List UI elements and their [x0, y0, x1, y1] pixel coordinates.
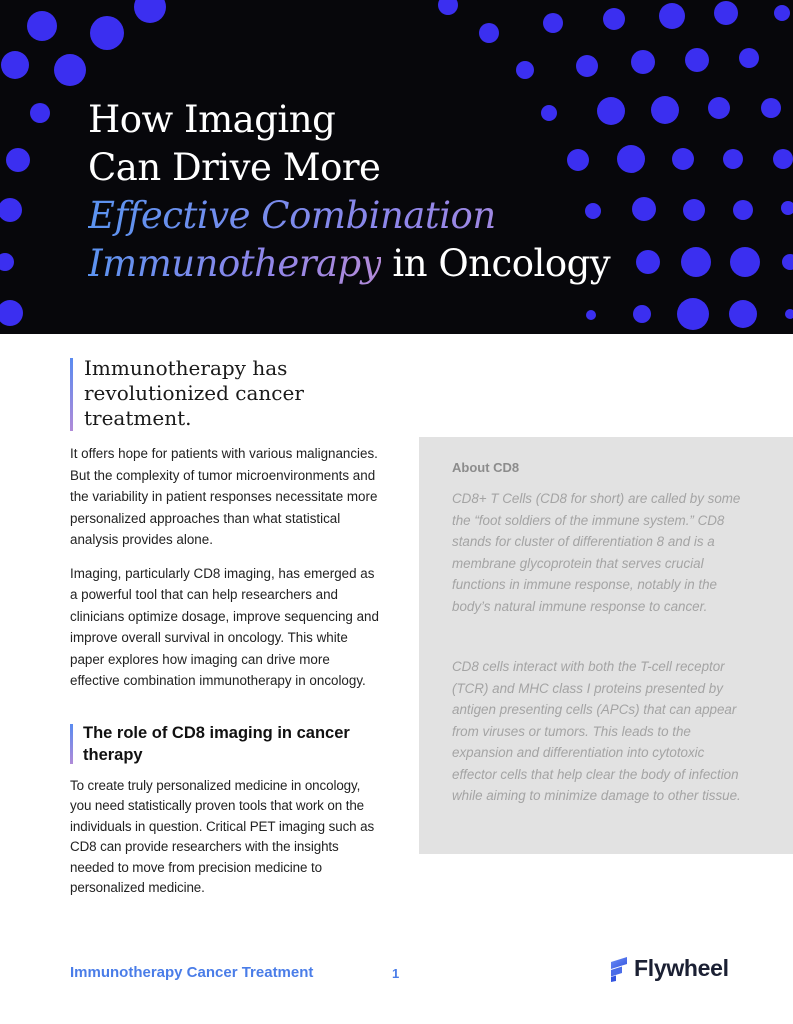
decorative-dot	[729, 300, 757, 328]
decorative-dot	[659, 3, 685, 29]
decorative-dot	[54, 54, 86, 86]
decorative-dot	[739, 48, 759, 68]
section-heading: The role of CD8 imaging in cancer therapy	[70, 722, 380, 766]
decorative-dot	[632, 197, 656, 221]
decorative-dot	[90, 16, 124, 50]
sidebar-paragraph: CD8 cells interact with both the T-cell receptor (TCR) and MHC class I proteins presented by antigen presenting cells (APCs) that can appear from viruses or tumors. This leads to the expansion and differentiation into cytotoxic effector cells that help clear the body of infection while aiming to minimize damage to other tissue.	[452, 659, 741, 803]
decorative-dot	[543, 13, 563, 33]
title-line: How Imaging	[88, 98, 336, 141]
decorative-dot	[633, 305, 651, 323]
main-column	[70, 356, 380, 899]
decorative-dot	[761, 98, 781, 118]
flywheel-logo	[608, 955, 729, 982]
decorative-dot	[1, 51, 29, 79]
title-line-emphasis: Effective Combination	[88, 192, 610, 240]
decorative-dot	[0, 253, 14, 271]
decorative-dot	[683, 199, 705, 221]
decorative-dot	[636, 250, 660, 274]
decorative-dot	[27, 11, 57, 41]
title-line: in Oncology	[381, 242, 611, 285]
decorative-dot	[781, 201, 793, 215]
footer-label: Immunotherapy Cancer Treatment	[70, 964, 314, 981]
decorative-dot	[685, 48, 709, 72]
decorative-dot	[785, 309, 793, 319]
decorative-dot	[603, 8, 625, 30]
decorative-dot	[30, 103, 50, 123]
decorative-dot	[774, 5, 790, 21]
decorative-dot	[617, 145, 645, 173]
decorative-dot	[134, 0, 166, 23]
decorative-dot	[586, 310, 596, 320]
decorative-dot	[631, 50, 655, 74]
page-number: 1	[392, 966, 400, 981]
decorative-dot	[651, 96, 679, 124]
decorative-dot	[677, 298, 709, 330]
sidebar-paragraph: CD8+ T Cells (CD8 for short) are called by some the “foot soldiers of the immune system.” CD8 stands for cluster of differentiation 8 and is a membrane glycoprotein that serves crucial functions in immune response, notably in the body’s natural immune response to cancer.	[452, 491, 741, 614]
page-title	[88, 96, 610, 288]
decorative-dot	[672, 148, 694, 170]
decorative-dot	[479, 23, 499, 43]
intro-paragraph: Imaging, particularly CD8 imaging, has emerged as a powerful tool that can help researchers and clinicians optimize dosage, improve sequencing and improve overall survival in oncology. This white paper explores how imaging can drive more effective combination immunotherapy in oncology.	[70, 565, 379, 688]
decorative-dot	[6, 148, 30, 172]
title-line: Can Drive More	[88, 146, 381, 189]
decorative-dot	[438, 0, 458, 15]
section-paragraph: To create truly personalized medicine in oncology, you need statistically proven tools that work on the individuals in question. Critical PET imaging such as CD8 can provide researchers with the insights needed to move from precision medicine to personalized medicine.	[70, 777, 375, 895]
decorative-dot	[708, 97, 730, 119]
decorative-dot	[723, 149, 743, 169]
decorative-dot	[516, 61, 534, 79]
decorative-dot	[714, 1, 738, 25]
logo-wordmark: Flywheel	[634, 955, 729, 981]
decorative-dot	[730, 247, 760, 277]
title-line-emphasis: Immunotherapy	[88, 242, 382, 285]
hero-banner	[0, 0, 793, 334]
decorative-dot	[0, 300, 23, 326]
decorative-dot	[773, 149, 793, 169]
decorative-dot	[576, 55, 598, 77]
decorative-dot	[733, 200, 753, 220]
sidebar-title: About CD8	[452, 460, 520, 475]
lead-statement: Immunotherapy has revolutionized cancer treatment.	[70, 356, 380, 431]
intro-paragraph: It offers hope for patients with various malignancies. But the complexity of tumor microenvironments and the variability in patient responses necessitate more personalized approaches than what statistical analysis provides alone.	[70, 446, 378, 547]
decorative-dot	[782, 254, 793, 270]
about-cd8-sidebar	[419, 437, 793, 854]
flywheel-logo-icon	[608, 956, 628, 982]
decorative-dot	[681, 247, 711, 277]
decorative-dot	[0, 198, 22, 222]
